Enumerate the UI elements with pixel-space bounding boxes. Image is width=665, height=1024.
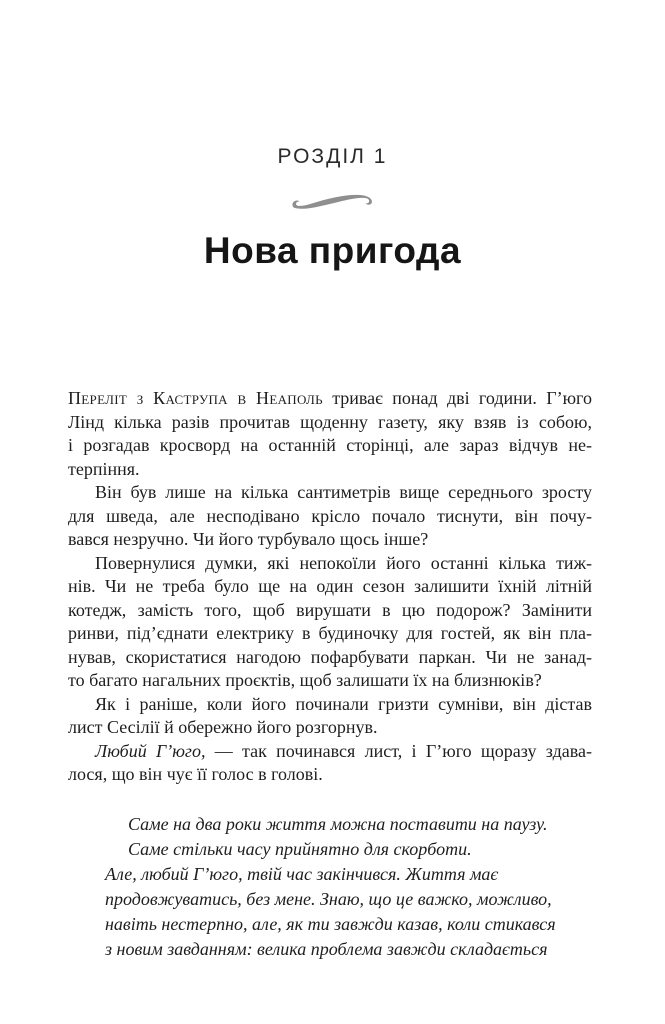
text-segment: — так починався лист, і Г’юго щоразу здава-	[205, 740, 592, 761]
text-line: котедж, замість того, щоб вирушати в цю подорож? Замінити	[68, 599, 592, 620]
text-line: терпіння.	[68, 458, 140, 479]
letter-line: з новим завданням: велика проблема завжди складається	[105, 938, 548, 959]
letter-line: Саме стільки часу прийнятно для скорботи.	[128, 838, 472, 859]
text-segment: триває понад дві години. Г’юго	[322, 388, 592, 408]
text-line: Як і раніше, коли його починали гризти сумніви, він дістав	[95, 693, 592, 714]
body-text	[68, 387, 592, 962]
smallcaps-opening: Переліт з Каструпа в Неаполь	[68, 388, 323, 408]
letter-line: Але, любий Г’юго, твій час закінчився. Життя має	[105, 863, 499, 884]
text-line: для шведа, але несподівано крісло почало тиснути, він почу-	[68, 505, 592, 526]
text-line: вався незручно. Чи його турбувало щось інше?	[68, 529, 429, 549]
letter-line: Саме на два роки життя можна поставити на паузу.	[128, 813, 548, 834]
letter-excerpt	[105, 812, 592, 962]
text-line: нував, скористатися нагодою пофарбувати паркан. Чи не занад-	[68, 646, 592, 667]
paragraph	[68, 693, 592, 740]
letter-line: навіть нестерпно, але, як ти завжди казав, коли стикався	[105, 913, 556, 934]
paragraph	[68, 481, 592, 552]
text-line: Він був лише на кілька сантиметрів вище середнього зросту	[95, 482, 592, 502]
text-line: лист Сесілії й обережно його розгорнув.	[68, 717, 378, 737]
paragraph	[68, 740, 592, 787]
text-line: ринви, під’єднати електрику в будиночку для гостей, як він пла-	[68, 623, 592, 643]
text-line: і розгадав кросворд на останній сторінці, але зараз відчув не-	[68, 435, 592, 455]
text-line	[68, 740, 592, 764]
text-line: Повернулися думки, які непокоїли його останні кілька тиж-	[95, 552, 592, 573]
chapter-title: Нова пригода	[203, 230, 462, 271]
text-line: то багато нагальних проєктів, щоб залишати їх на близнюків?	[68, 670, 542, 690]
letter-line: продовжуватись, без мене. Знаю, що це важко, можливо,	[105, 888, 552, 909]
paragraph	[68, 387, 592, 481]
chapter-number-label: РОЗДІЛ 1	[277, 145, 388, 168]
chapter-head	[0, 0, 665, 272]
text-line	[68, 387, 592, 411]
paragraph	[68, 552, 592, 693]
text-line: лося, що він чує її голос в голові.	[68, 764, 323, 784]
text-line: нів. Чи не треба було ще на один сезон залишити їхній літній	[68, 576, 592, 596]
italic-opening: Любий Г’юго,	[95, 740, 206, 761]
text-line: Лінд кілька разів прочитав щоденну газету, яку взяв із собою,	[68, 411, 592, 432]
swash-ornament-icon	[285, 188, 381, 216]
